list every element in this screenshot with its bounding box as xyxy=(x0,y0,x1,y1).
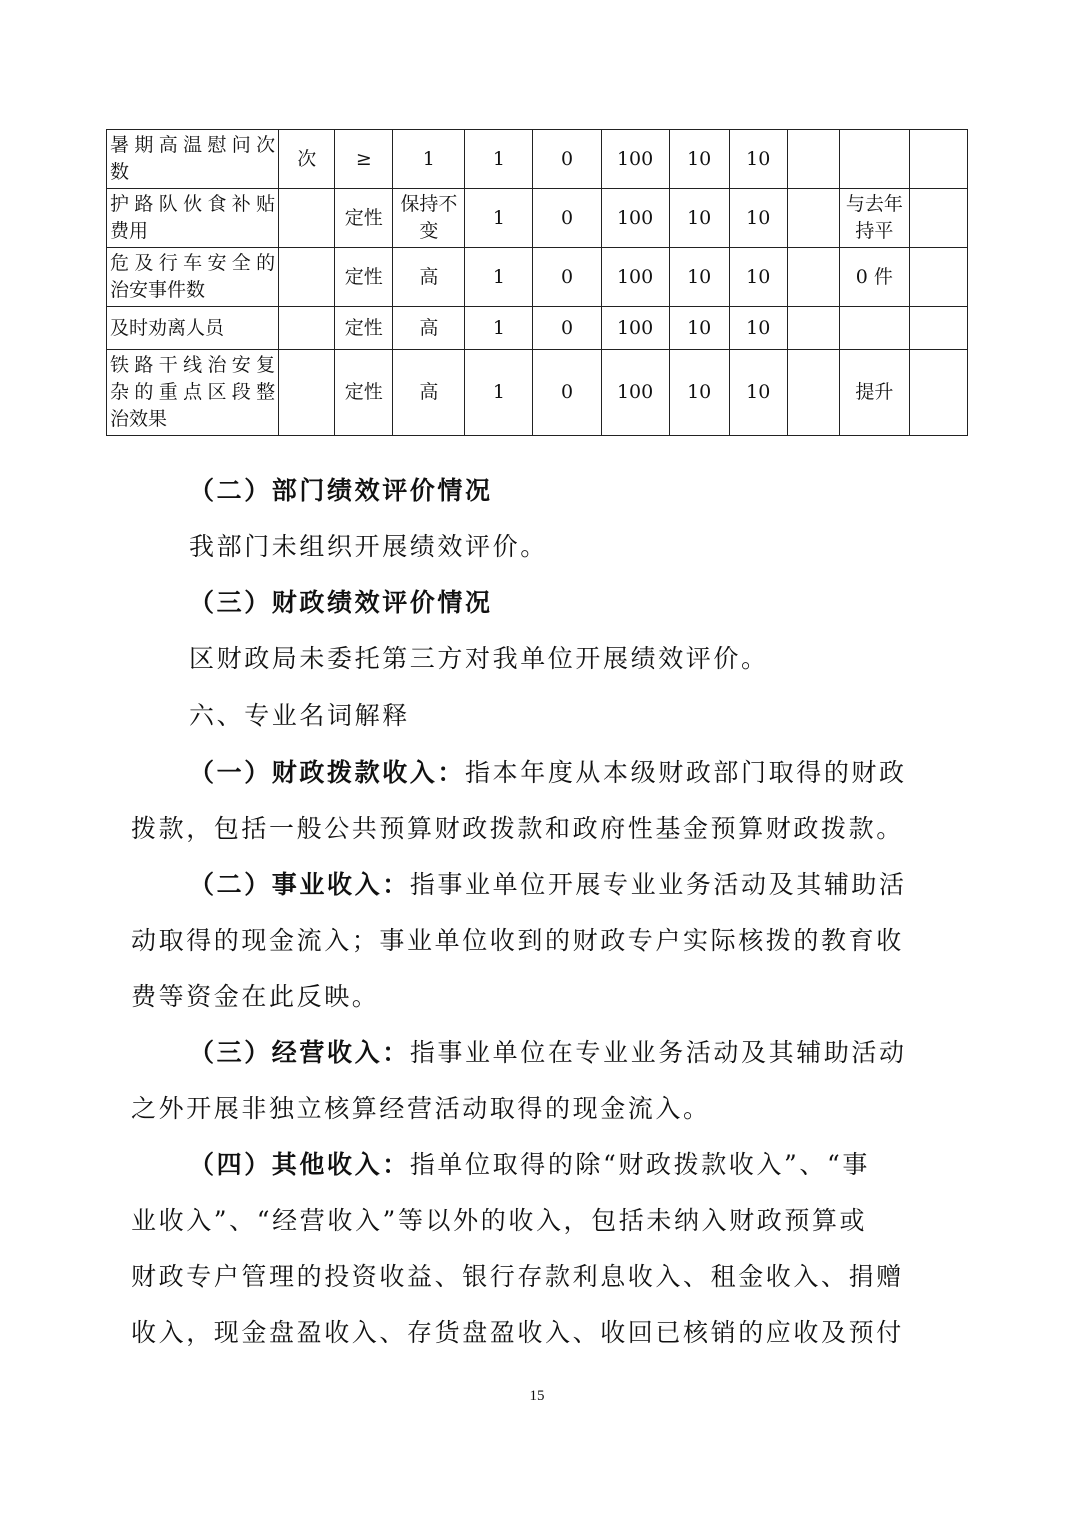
cell-c7: 10 xyxy=(669,189,729,248)
section-heading-terms: 六、专业名词解释 xyxy=(189,701,410,730)
cell-c4: 1 xyxy=(465,189,533,248)
cell-c5: 0 xyxy=(533,350,601,436)
cell-c6: 100 xyxy=(601,189,669,248)
cell-remark xyxy=(839,307,909,350)
cell-c11 xyxy=(909,350,967,436)
cell-c8: 10 xyxy=(729,307,787,350)
cell-c4: 1 xyxy=(465,307,533,350)
cell-target: 高 xyxy=(393,248,465,307)
cell-c9 xyxy=(787,350,839,436)
term-1-line-2: 拨款，包括一般公共预算财政拨款和政府性基金预算财政拨款。 xyxy=(131,814,904,843)
term-4-text: 指单位取得的除“财政拨款收入”、“事 xyxy=(409,1150,870,1179)
cell-unit: 次 xyxy=(279,130,335,189)
cell-c7: 10 xyxy=(669,307,729,350)
term-1-text: 指本年度从本级财政部门取得的财政 xyxy=(465,758,907,787)
term-4-line-2: 业收入”、“经营收入”等以外的收入，包括未纳入财政预算或 xyxy=(131,1206,868,1235)
cell-remark xyxy=(839,130,909,189)
cell-target: 保持不变 xyxy=(393,189,465,248)
cell-unit xyxy=(279,189,335,248)
cell-c4: 1 xyxy=(465,130,533,189)
indicator-name-line: 数 xyxy=(110,161,130,183)
cell-target: 高 xyxy=(393,307,465,350)
cell-c5: 0 xyxy=(533,189,601,248)
cell-c11 xyxy=(909,189,967,248)
indicator-name-line: 护路队伙食补贴 xyxy=(110,193,276,215)
cell-unit xyxy=(279,248,335,307)
section-heading-dept-eval: （二）部门绩效评价情况 xyxy=(189,476,493,505)
term-4-line-4: 收入，现金盘盈收入、存货盘盈收入、收回已核销的应收及预付 xyxy=(131,1318,904,1347)
cell-target: 高 xyxy=(393,350,465,436)
cell-c9 xyxy=(787,248,839,307)
cell-c9 xyxy=(787,307,839,350)
term-2-line-2: 动取得的现金流入；事业单位收到的财政专户实际核拨的教育收 xyxy=(131,926,904,955)
table-row xyxy=(107,350,968,436)
cell-c7: 10 xyxy=(669,248,729,307)
cell-remark: 与去年持平 xyxy=(839,189,909,248)
term-2-title: （二）事业收入： xyxy=(189,870,410,899)
cell-c9 xyxy=(787,130,839,189)
indicator-name-line: 暑期高温慰问次 xyxy=(110,134,276,156)
cell-direction: 定性 xyxy=(335,189,393,248)
cell-c6: 100 xyxy=(601,248,669,307)
cell-direction: 定性 xyxy=(335,248,393,307)
cell-remark: 提升 xyxy=(839,350,909,436)
term-1-line-1 xyxy=(189,745,945,801)
cell-target: 1 xyxy=(393,130,465,189)
cell-c9 xyxy=(787,189,839,248)
section-heading-fin-eval: （三）财政绩效评价情况 xyxy=(189,588,493,617)
table-row xyxy=(107,130,968,189)
term-3-line-1 xyxy=(189,1025,945,1081)
indicator-name-cell xyxy=(107,350,279,436)
paragraph-fin-eval: 区财政局未委托第三方对我单位开展绩效评价。 xyxy=(189,644,769,673)
indicator-name-cell xyxy=(107,248,279,307)
cell-c11 xyxy=(909,130,967,189)
term-3-title: （三）经营收入： xyxy=(189,1038,410,1067)
cell-direction: 定性 xyxy=(335,307,393,350)
cell-unit xyxy=(279,307,335,350)
indicator-name-line: 治效果 xyxy=(110,408,168,430)
term-3-text: 指事业单位在专业业务活动及其辅助活动 xyxy=(409,1038,907,1067)
cell-c6: 100 xyxy=(601,350,669,436)
indicator-name-line: 治安事件数 xyxy=(110,279,206,301)
performance-indicator-table xyxy=(106,129,968,436)
indicator-name-cell xyxy=(107,307,279,350)
indicator-name-line: 费用 xyxy=(110,220,149,242)
paragraph-dept-eval: 我部门未组织开展绩效评价。 xyxy=(189,532,548,561)
term-3-line-2: 之外开展非独立核算经营活动取得的现金流入。 xyxy=(131,1094,711,1123)
cell-c8: 10 xyxy=(729,130,787,189)
cell-c4: 1 xyxy=(465,248,533,307)
cell-c5: 0 xyxy=(533,307,601,350)
cell-c8: 10 xyxy=(729,350,787,436)
cell-c11 xyxy=(909,248,967,307)
cell-c11 xyxy=(909,307,967,350)
term-4-line-1 xyxy=(189,1137,945,1193)
table-row xyxy=(107,189,968,248)
term-2-text: 指事业单位开展专业业务活动及其辅助活 xyxy=(409,870,907,899)
term-2-line-3: 费等资金在此反映。 xyxy=(131,982,380,1011)
indicator-name-line: 危及行车安全的 xyxy=(110,252,276,274)
term-2-line-1 xyxy=(189,857,945,913)
table-row xyxy=(107,248,968,307)
cell-c6: 100 xyxy=(601,130,669,189)
cell-c7: 10 xyxy=(669,350,729,436)
cell-c6: 100 xyxy=(601,307,669,350)
cell-c8: 10 xyxy=(729,248,787,307)
term-1-title: （一）财政拨款收入： xyxy=(189,758,466,787)
indicator-name-cell xyxy=(107,189,279,248)
indicator-name-line: 铁路干线治安复 xyxy=(110,354,276,376)
term-4-title: （四）其他收入： xyxy=(189,1150,410,1179)
indicator-name-line: 杂的重点区段整 xyxy=(110,381,276,403)
term-4-line-3: 财政专户管理的投资收益、银行存款利息收入、租金收入、捐赠 xyxy=(131,1262,904,1291)
cell-unit xyxy=(279,350,335,436)
cell-direction: ≥ xyxy=(335,130,393,189)
cell-c7: 10 xyxy=(669,130,729,189)
page-number: 15 xyxy=(529,1388,545,1404)
cell-c5: 0 xyxy=(533,130,601,189)
cell-c4: 1 xyxy=(465,350,533,436)
cell-c8: 10 xyxy=(729,189,787,248)
indicator-name-cell xyxy=(107,130,279,189)
cell-remark: 0 件 xyxy=(839,248,909,307)
cell-direction: 定性 xyxy=(335,350,393,436)
table-row xyxy=(107,307,968,350)
cell-c5: 0 xyxy=(533,248,601,307)
indicator-name-line: 及时劝离人员 xyxy=(110,316,225,339)
